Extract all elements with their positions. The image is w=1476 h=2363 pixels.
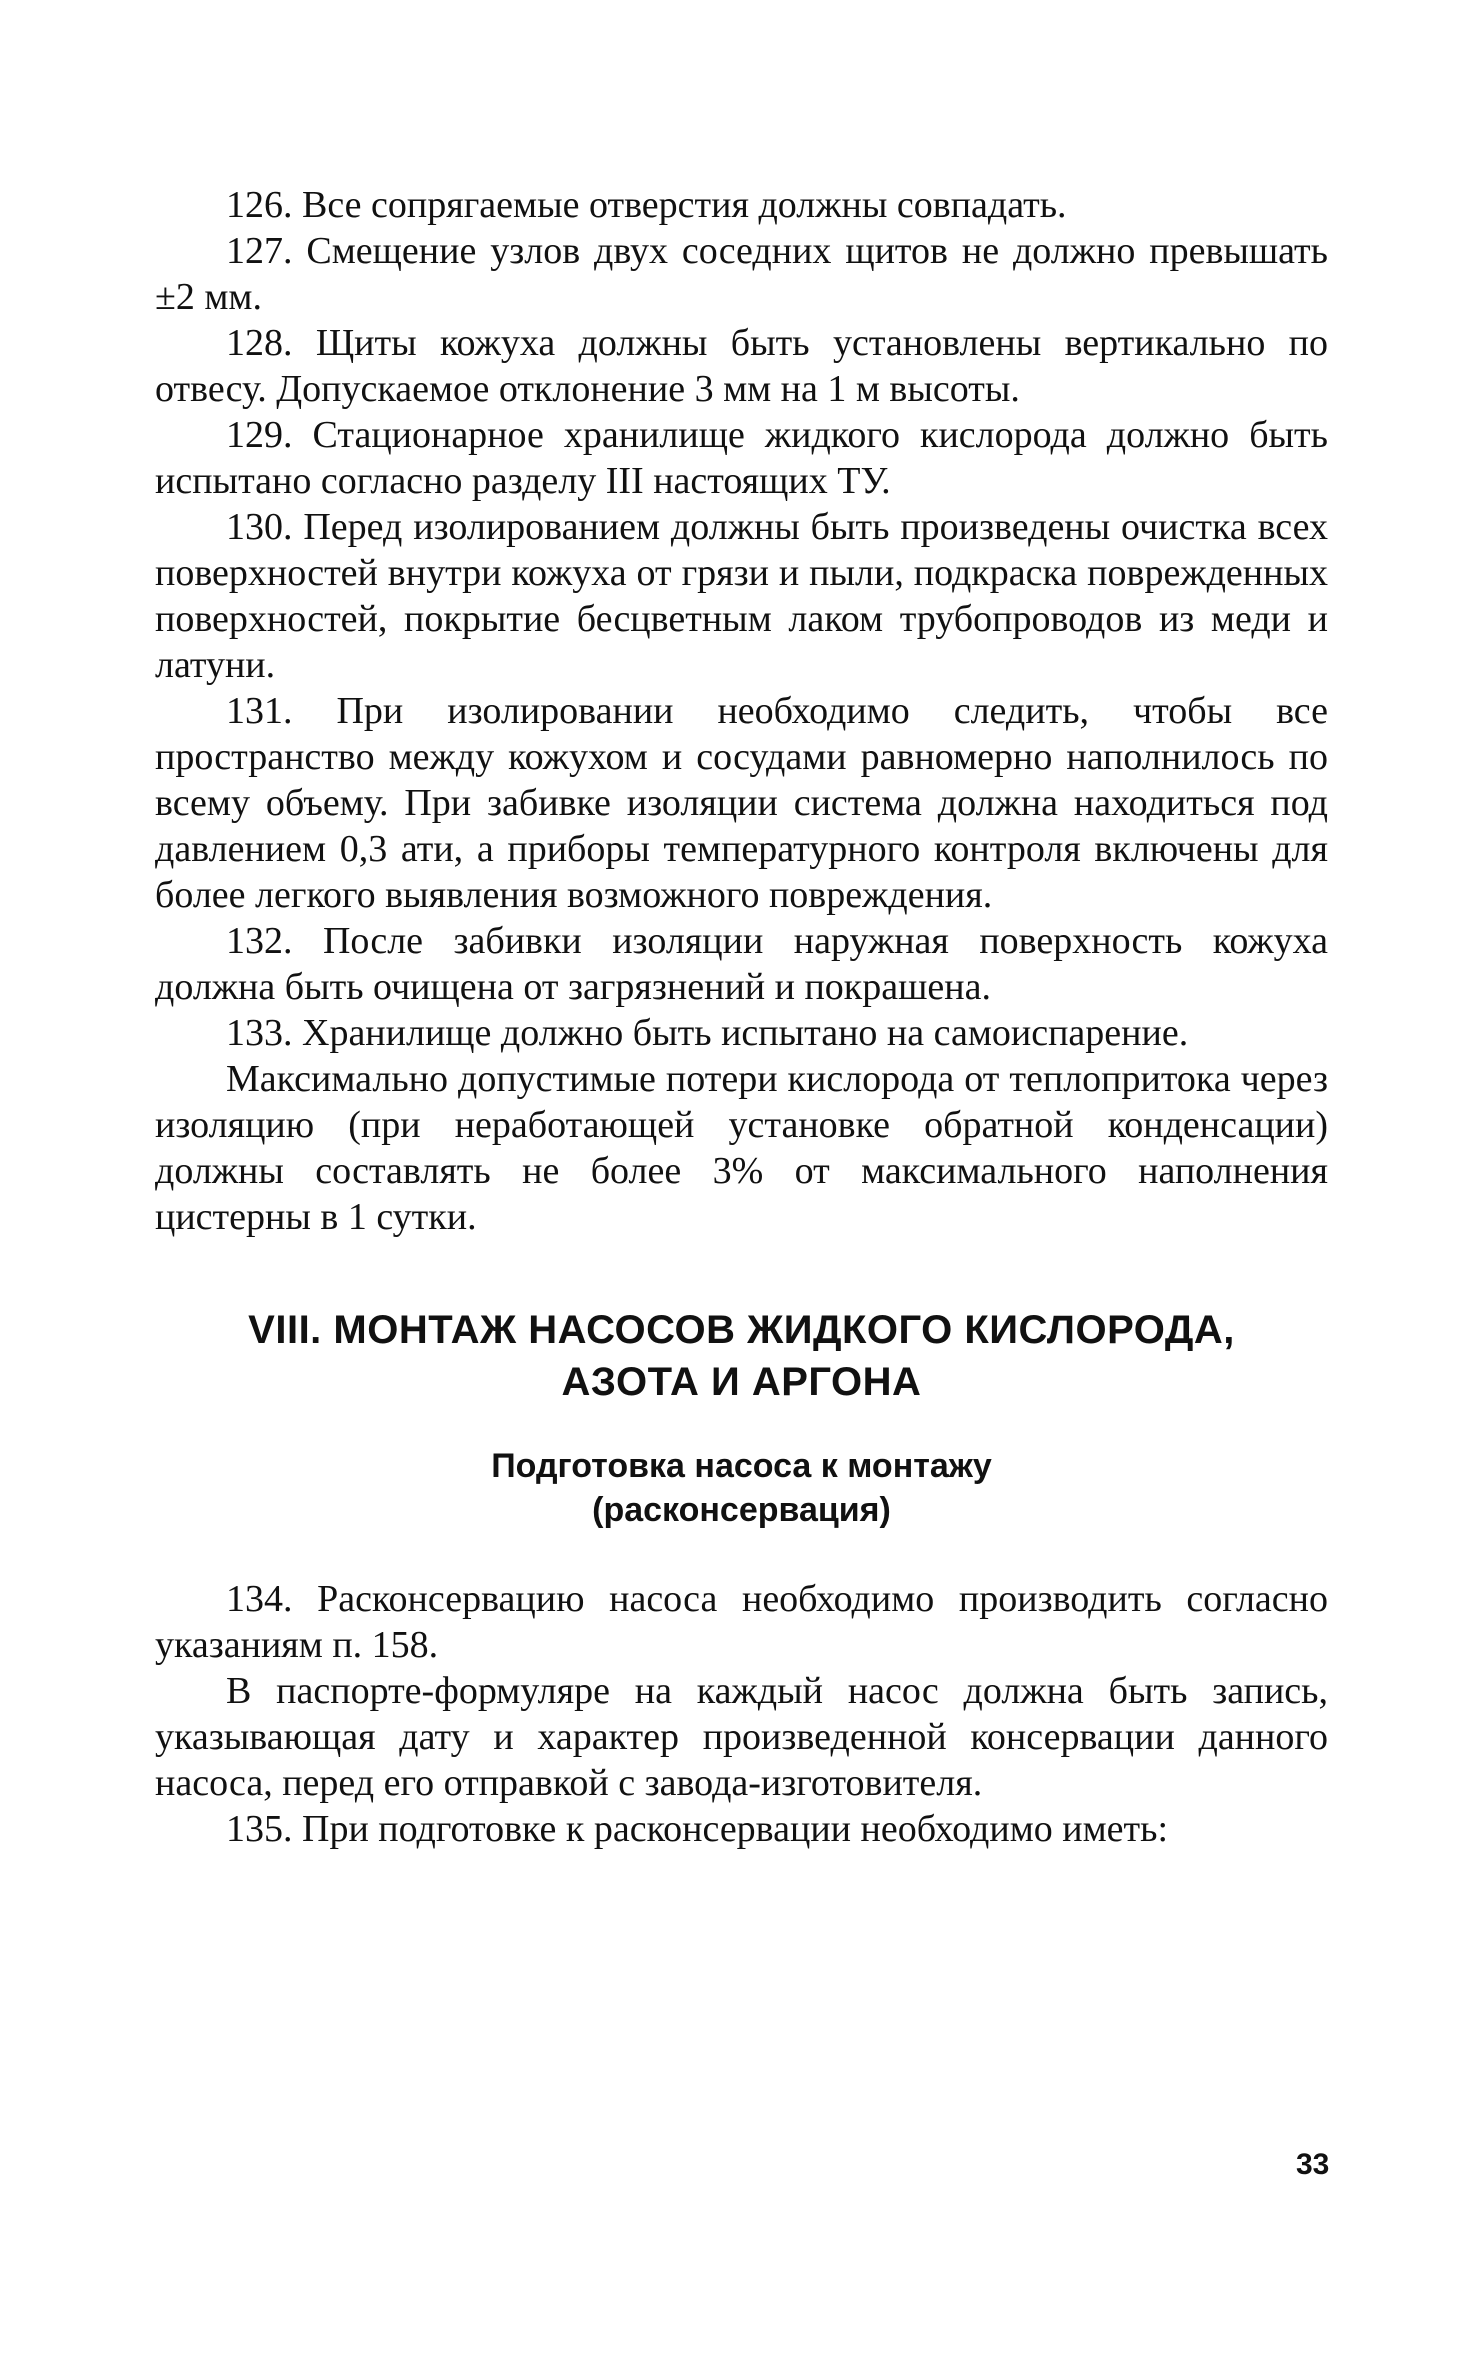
section-heading-line2: (расконсервация) <box>592 1491 891 1529</box>
paragraph-128: 128. Щиты кожуха должны быть установлены вертикально по отвесу. Допускаемое отклонение 3 мм на 1 м высоты. <box>155 322 1328 410</box>
page-body <box>155 182 1328 1852</box>
chapter-heading <box>155 1304 1328 1408</box>
paragraph-133: 133. Хранилище должно быть испытано на самоиспарение. <box>226 1012 1189 1054</box>
paragraph-131: 131. При изолировании необходимо следить, чтобы все пространство между кожухом и сосудами равномерно наполнилось по всему объему. При забивке изоляции система должна находиться под давлением 0,3 ати, а приборы температурного контроля включены для более легкого выявления возможного повреждения. <box>155 690 1328 916</box>
chapter-heading-line2: АЗОТА И АРГОНА <box>561 1360 922 1404</box>
section-heading <box>155 1444 1328 1532</box>
paragraph-130: 130. Перед изолированием должны быть произведены очистка всех поверхностей внутри кожуха от грязи и пыли, подкраска поврежденных поверхностей, покрытие бесцветным лаком трубопроводов из меди и латуни. <box>155 506 1328 686</box>
paragraph-max-losses: Максимально допустимые потери кислорода от теплопритока через изоляцию (при неработающей установке обратной конденсации) должны составлять не более 3% от максимального наполнения цистерны в 1 сутки. <box>155 1058 1328 1238</box>
paragraph-127: 127. Смещение узлов двух соседних щитов не должно превышать ±2 мм. <box>155 230 1328 318</box>
chapter-heading-line1: VIII. МОНТАЖ НАСОСОВ ЖИДКОГО КИСЛОРОДА, <box>248 1308 1235 1352</box>
paragraph-passport: В паспорте-формуляре на каждый насос должна быть запись, указывающая дату и характер произведенной консервации данного насоса, перед его отправкой с завода-изготовителя. <box>155 1670 1328 1804</box>
paragraph-132: 132. После забивки изоляции наружная поверхность кожуха должна быть очищена от загрязнений и покрашена. <box>155 920 1328 1008</box>
page-number: 33 <box>1296 2148 1330 2181</box>
paragraph-126: 126. Все сопрягаемые отверстия должны совпадать. <box>226 184 1067 226</box>
paragraph-129: 129. Стационарное хранилище жидкого кислорода должно быть испытано согласно разделу III настоящих ТУ. <box>155 414 1328 502</box>
paragraph-135: 135. При подготовке к расконсервации необходимо иметь: <box>226 1808 1169 1850</box>
section-heading-line1: Подготовка насоса к монтажу <box>491 1447 992 1485</box>
paragraph-134: 134. Расконсервацию насоса необходимо производить согласно указаниям п. 158. <box>155 1578 1328 1666</box>
